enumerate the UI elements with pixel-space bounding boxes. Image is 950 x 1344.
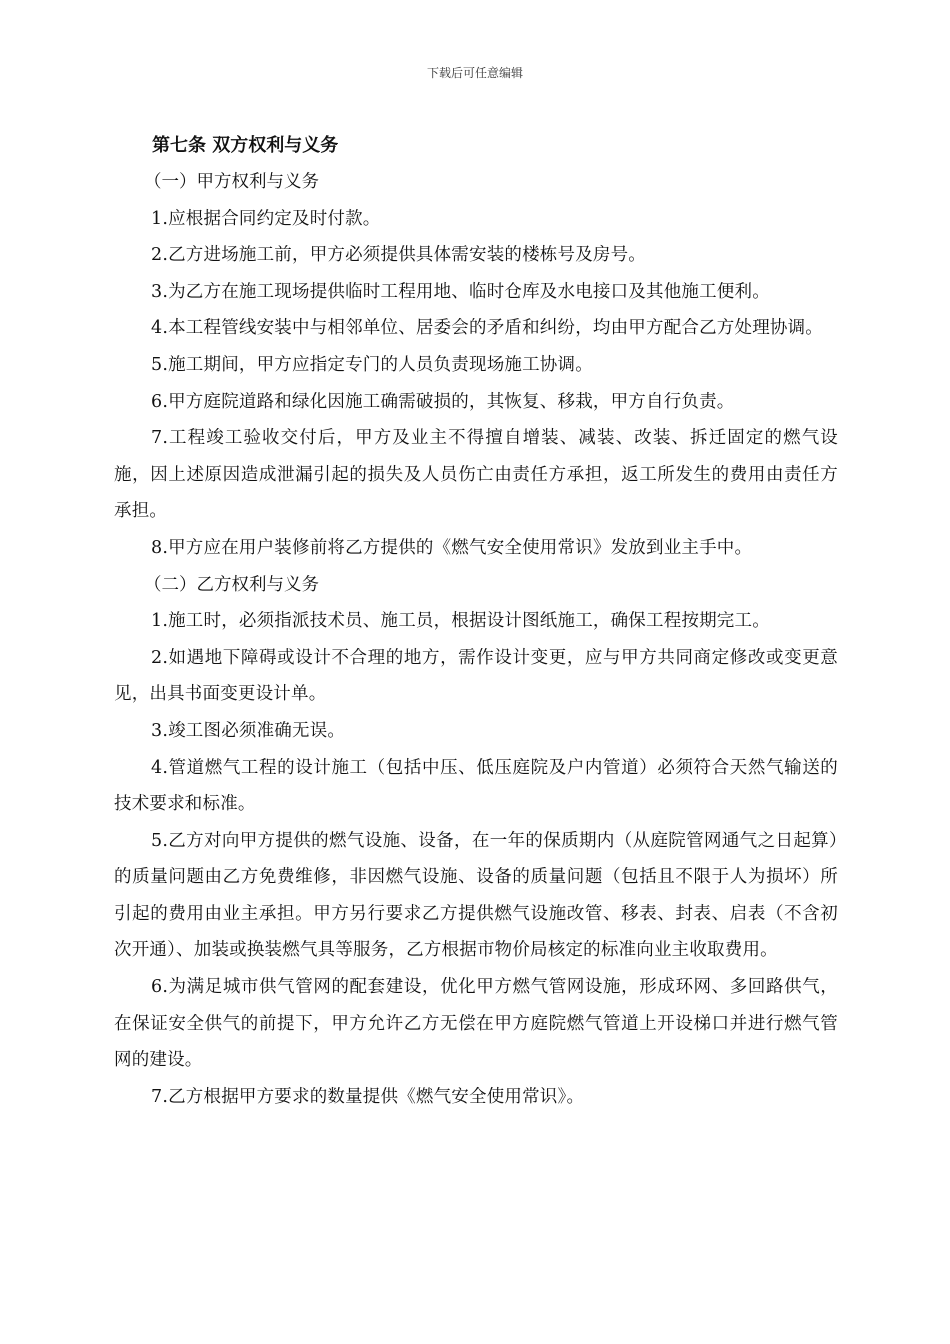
party-a-item-3: 3.为乙方在施工现场提供临时工程用地、临时仓库及水电接口及其他施工便利。 (151, 281, 770, 302)
party-a-item-1: 1.应根据合同约定及时付款。 (151, 208, 381, 229)
document-body (114, 128, 838, 1115)
party-a-item-5: 5.施工期间，甲方应指定专门的人员负责现场施工协调。 (151, 354, 593, 375)
party-b-item-1: 1.施工时，必须指派技术员、施工员，根据设计图纸施工，确保工程按期完工。 (151, 611, 770, 632)
party-a-item-8: 8.甲方应在用户装修前将乙方提供的《燃气安全使用常识》发放到业主手中。 (151, 537, 753, 558)
party-a-item-7: 7.工程竣工验收交付后，甲方及业主不得擅自增装、减装、改装、拆迁固定的燃气设施，因上述原因造成泄漏引起的损失及人员伤亡由责任方承担，返工所发生的费用由责任方承担。 (114, 428, 838, 522)
header-note: 下载后可任意编辑 (426, 66, 523, 80)
section-heading-party-a: （一）甲方权利与义务 (144, 172, 319, 192)
party-a-item-6: 6.甲方庭院道路和绿化因施工确需破损的，其恢复、移栽，甲方自行负责。 (151, 391, 735, 412)
party-a-item-4: 4.本工程管线安装中与相邻单位、居委会的矛盾和纠纷，均由甲方配合乙方处理协调。 (151, 318, 823, 339)
article-title: 第七条 双方权利与义务 (152, 135, 339, 156)
section-heading-party-b: （二）乙方权利与义务 (144, 574, 319, 595)
party-b-item-3: 3.竣工图必须准确无误。 (151, 720, 346, 741)
party-a-item-2: 2.乙方进场施工前，甲方必须提供具体需安装的楼栋号及房号。 (151, 245, 646, 266)
party-b-item-7: 7.乙方根据甲方要求的数量提供《燃气安全使用常识》。 (151, 1086, 585, 1107)
party-b-item-4: 4.管道燃气工程的设计施工（包括中压、低压庭院及户内管道）必须符合天然气输送的技术要求和标准。 (114, 757, 838, 815)
party-b-item-6: 6.为满足城市供气管网的配套建设，优化甲方燃气管网设施，形成环网、多回路供气，在保证安全供气的前提下，甲方允许乙方无偿在甲方庭院燃气管道上开设梯口并进行燃气管网的建设。 (114, 977, 838, 1071)
party-b-item-2: 2.如遇地下障碍或设计不合理的地方，需作设计变更，应与甲方共同商定修改或变更意见，出具书面变更设计单。 (114, 647, 838, 705)
party-b-item-5: 5.乙方对向甲方提供的燃气设施、设备，在一年的保质期内（从庭院管网通气之日起算）的质量问题由乙方免费维修，非因燃气设施、设备的质量问题（包括且不限于人为损坏）所引起的费用由业主承担。甲方另行要求乙方提供燃气设施改管、移表、封表、启表（不含初次开通）、加装或换装燃气具等服务，乙方根据市物价局核定的标准向业主收取费用。 (114, 830, 838, 961)
